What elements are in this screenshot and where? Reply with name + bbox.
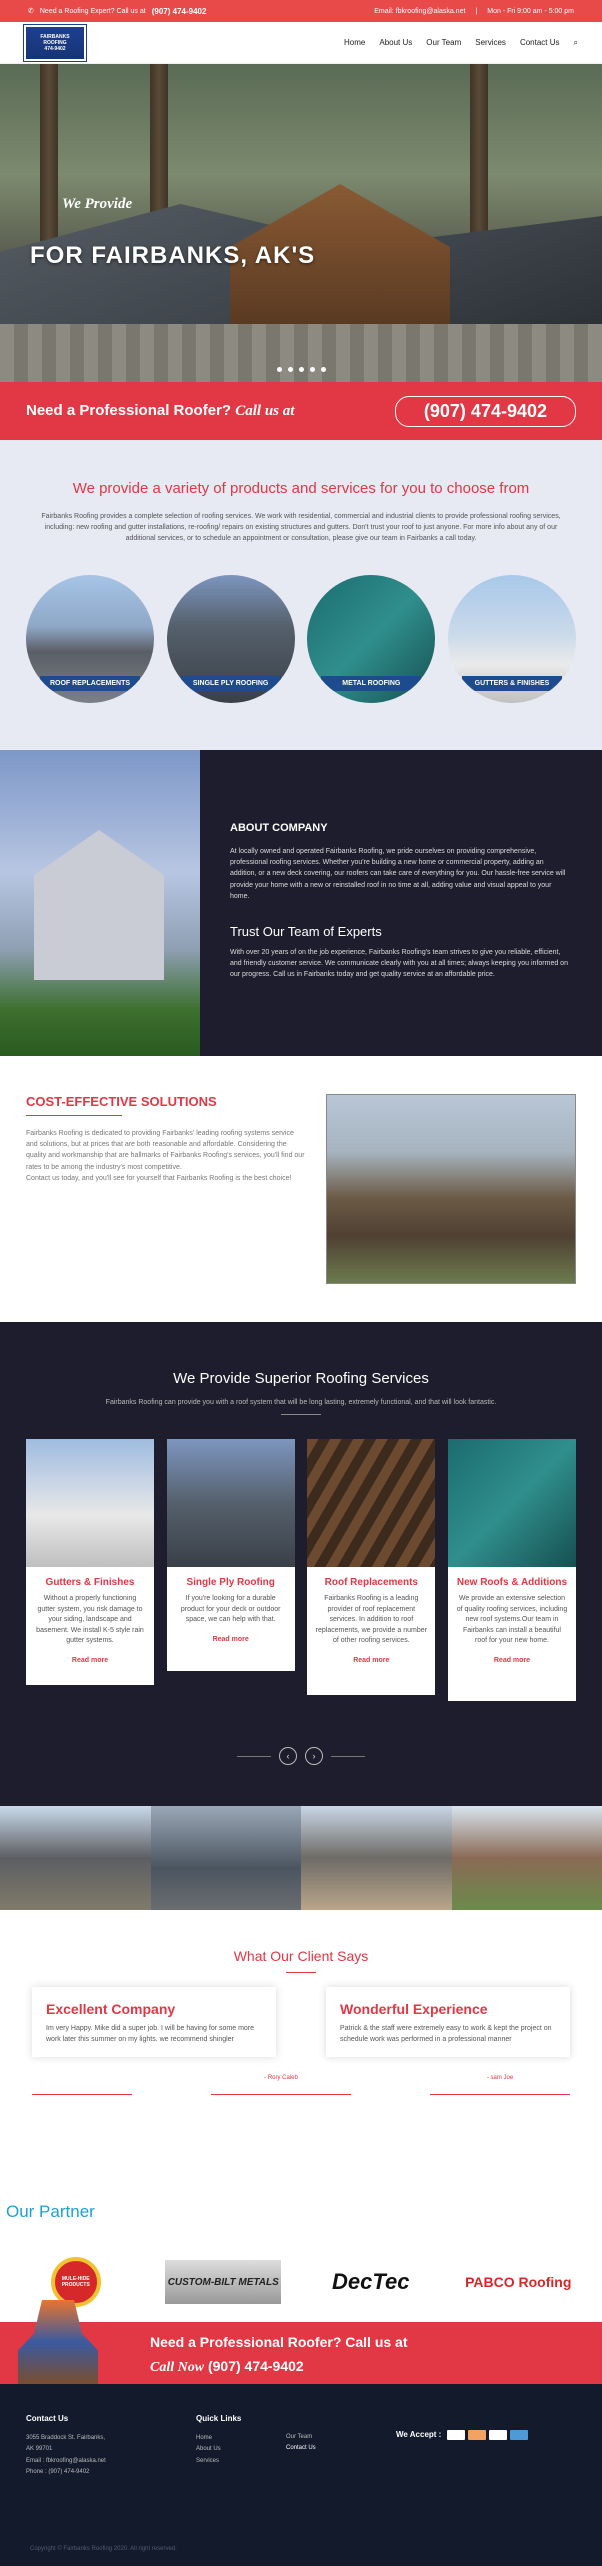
service-card-single-ply: Single Ply Roofing If you're looking for a durable product for your deck or outdoor space, we can help with that. Read more	[167, 1439, 295, 1671]
cost-house-image	[326, 1094, 576, 1284]
topbar-hours: Mon - Fri 9:00 am - 5:00 pm	[487, 8, 574, 15]
partner-logo-mule-hide: MULE-HIDE PRODUCTS	[26, 2258, 126, 2306]
mastercard-icon	[468, 2430, 486, 2440]
nav-services[interactable]: Services	[475, 38, 506, 47]
hero-slider	[0, 64, 602, 382]
cost-body-2: Contact us today, and you'll see for yourself that Fairbanks Roofing is the best choice!	[26, 1173, 306, 1184]
testimonial-card: Wonderful Experience Patrick & the staff were extremely easy to work & kept the project on schedule work was performed in a professional manner	[326, 1987, 570, 2057]
footer-link-contact-us[interactable]: Contact Us	[286, 2443, 396, 2454]
carousel-prev-button[interactable]: ‹	[279, 1747, 297, 1765]
footer-contact-title: Contact Us	[26, 2414, 196, 2423]
nav-about-us[interactable]: About Us	[379, 38, 412, 47]
partner-section	[0, 2184, 602, 2322]
footer-link-about-us[interactable]: About Us	[196, 2444, 286, 2455]
gallery-image	[0, 1806, 151, 1910]
nav-contact-us[interactable]: Contact Us	[520, 38, 560, 47]
superior-subtitle: Fairbanks Roofing can provide you with a roof system that will be long lasting, extremely functional, and that will look fantastic.	[26, 1399, 576, 1406]
search-icon[interactable]: ⌕	[574, 38, 578, 48]
service-card-roof-replacements: Roof Replacements Fairbanks Roofing is a leading provider of roof replacement services. In addition to roof replacements, we provide a number of other roofing services. Read more	[307, 1439, 435, 1695]
about-title: ABOUT COMPANY	[230, 822, 572, 834]
service-single-ply-roofing[interactable]: SINGLE PLY ROOFING	[167, 575, 295, 703]
phone-icon: ✆	[28, 7, 34, 15]
service-card-new-roofs: New Roofs & Additions We provide an extensive selection of quality roofing services, including new roof systems.Our team in Fairbanks can install a beautiful roof for your new home. Read more	[448, 1439, 576, 1701]
about-section	[0, 750, 602, 1056]
superior-title: We Provide Superior Roofing Services	[26, 1370, 576, 1387]
slider-dot[interactable]	[299, 367, 304, 372]
testimonial-author: - sam Joe	[430, 2075, 570, 2095]
discover-icon	[489, 2430, 507, 2440]
testimonial-card: Excellent Company Im very Happy. Mike did a super job. I will be having for some more work later this summer on my lights. we recommend shingler	[32, 1987, 276, 2057]
topbar-prompt: Need a Roofing Expert? Call us at	[40, 8, 146, 15]
top-bar: ✆ Need a Roofing Expert? Call us at (907) 474-9402 Email: fbkroofing@alaska.net | Mon - Fri 9:00 am - 5:00 pm	[0, 0, 602, 22]
site-footer: Contact Us 3055 Braddock St. Fairbanks, AK 99701 Email : fbkroofing@alaska.net Phone : (907) 474-9402 Quick Links Home About Us Services Our Team Contact Us We Accept : Copyright © Fairbanks Roofing 2020. All right reserved.	[0, 2384, 602, 2566]
hero-title: FOR FAIRBANKS, AK'S	[30, 242, 315, 270]
site-logo[interactable]: FAIRBANKS ROOFING 474-9402	[24, 25, 86, 61]
read-more-link[interactable]: Read more	[167, 1636, 295, 1643]
cost-body: Fairbanks Roofing is dedicated to providing Fairbanks' leading roofing systems service and solutions, but at prices that are both reasonable and affordable. Considering the quality and workmanship that are hallmarks of Fairbanks Roofing's services, you'll find our rates to be among the industry's most competitive.	[26, 1128, 306, 1173]
about-house-image	[0, 750, 200, 1056]
read-more-link[interactable]: Read more	[307, 1657, 435, 1664]
partner-logo-custom-bilt: CUSTOM-BILT METALS	[165, 2260, 281, 2304]
cta-call: Call us at	[235, 403, 294, 419]
footer-link-services[interactable]: Services	[196, 2456, 286, 2467]
trust-body: With over 20 years of on the job experience, Fairbanks Roofing's team strives to give you reliable, efficient, and friendly customer service. We communicate clearly with you at all times; always keeping you informed on our progress. Call us in Fairbanks today and get quality service at an affordable price.	[230, 947, 572, 981]
carousel-next-button[interactable]: ›	[305, 1747, 323, 1765]
service-metal-roofing[interactable]: METAL ROOFING	[307, 575, 435, 703]
footer-link-our-team[interactable]: Our Team	[286, 2432, 396, 2443]
service-card-gutters: Gutters & Finishes Without a properly functioning gutter system, you risk damage to your siding, landscape and basement. We install K-5 style rain gutter systems. Read more	[26, 1439, 154, 1685]
service-gutters-finishes[interactable]: GUTTERS & FINISHES	[448, 575, 576, 703]
cta-phone-button[interactable]: (907) 474-9402	[395, 396, 576, 427]
partner-title: Our Partner	[6, 2202, 596, 2222]
footer-accept-label: We Accept :	[396, 2430, 441, 2439]
amex-icon	[510, 2430, 528, 2440]
superior-section	[0, 1322, 602, 1806]
slider-dot[interactable]	[288, 367, 293, 372]
bottom-cta-text: Need a Professional Roofer? Call us at	[150, 2334, 602, 2350]
gallery-image	[151, 1806, 302, 1910]
slider-dot[interactable]	[310, 367, 315, 372]
testimonials-title: What Our Client Says	[32, 1948, 570, 1964]
read-more-link[interactable]: Read more	[448, 1657, 576, 1664]
nav-our-team[interactable]: Our Team	[426, 38, 461, 47]
partner-logo-dectec: DecTec	[321, 2258, 421, 2306]
slider-dot[interactable]	[321, 367, 326, 372]
testimonial-author: - Rory Caleb	[211, 2075, 351, 2095]
services-body: Fairbanks Roofing provides a complete selection of roofing services. We work with residential, commercial and industrial clients to provide professional roofing services, including: new roofing and gutter installations, re-roofing/ repairs on existing structures and gutters. Don't trust your roof to just anyone. For more info about any of our additional services, or to schedule an appointment or consultation, please give our team in Fairbanks a call today.	[31, 511, 571, 545]
footer-link-home[interactable]: Home	[196, 2433, 286, 2444]
cta-banner	[0, 382, 602, 440]
slider-dot[interactable]	[277, 367, 282, 372]
topbar-phone-link[interactable]: (907) 474-9402	[152, 7, 207, 16]
partner-logo-pabco: PABCO Roofing	[460, 2258, 576, 2306]
read-more-link[interactable]: Read more	[26, 1657, 154, 1664]
cost-section	[0, 1056, 602, 1322]
nav-home[interactable]: Home	[344, 38, 365, 47]
topbar-email-link[interactable]: Email: fbkroofing@alaska.net	[374, 8, 465, 15]
gallery-image	[452, 1806, 602, 1910]
main-nav	[0, 22, 602, 64]
gallery-strip	[0, 1806, 602, 1910]
footer-email-link[interactable]: Email : fbkroofing@alaska.net	[26, 2456, 196, 2467]
footer-links-title: Quick Links	[196, 2414, 286, 2423]
cost-title: COST-EFFECTIVE SOLUTIONS	[26, 1094, 306, 1109]
gallery-image	[301, 1806, 452, 1910]
footer-phone-link[interactable]: Phone : (907) 474-9402	[26, 2467, 196, 2478]
services-section	[0, 440, 602, 750]
payment-icons	[447, 2430, 528, 2440]
bottom-cta-banner: Need a Professional Roofer? Call us at Call Now (907) 474-9402	[0, 2322, 602, 2384]
cta-text: Need a Professional Roofer?	[26, 402, 231, 419]
services-title: We provide a variety of products and services for you to choose from	[26, 480, 576, 497]
hero-kicker: We Provide	[62, 196, 132, 213]
slider-dots[interactable]	[0, 367, 602, 372]
about-body: At locally owned and operated Fairbanks Roofing, we pride ourselves on providing comprehensive, professional roofing services. Whether you're building a new home or commercial property, adding an addition, or a new deck covering, our roofers can take care of everything for you. Our hassle-free service will provide your home with a new or reinstalled roof in no time at all, adding value and visual appeal to your home.	[230, 846, 572, 902]
trust-title: Trust Our Team of Experts	[230, 924, 572, 939]
testimonials-section	[0, 1910, 602, 2184]
bottom-cta-phone[interactable]: (907) 474-9402	[208, 2358, 304, 2374]
service-roof-replacements[interactable]: ROOF REPLACEMENTS	[26, 575, 154, 703]
visa-icon	[447, 2430, 465, 2440]
copyright: Copyright © Fairbanks Roofing 2020. All right reserved.	[30, 2546, 177, 2552]
